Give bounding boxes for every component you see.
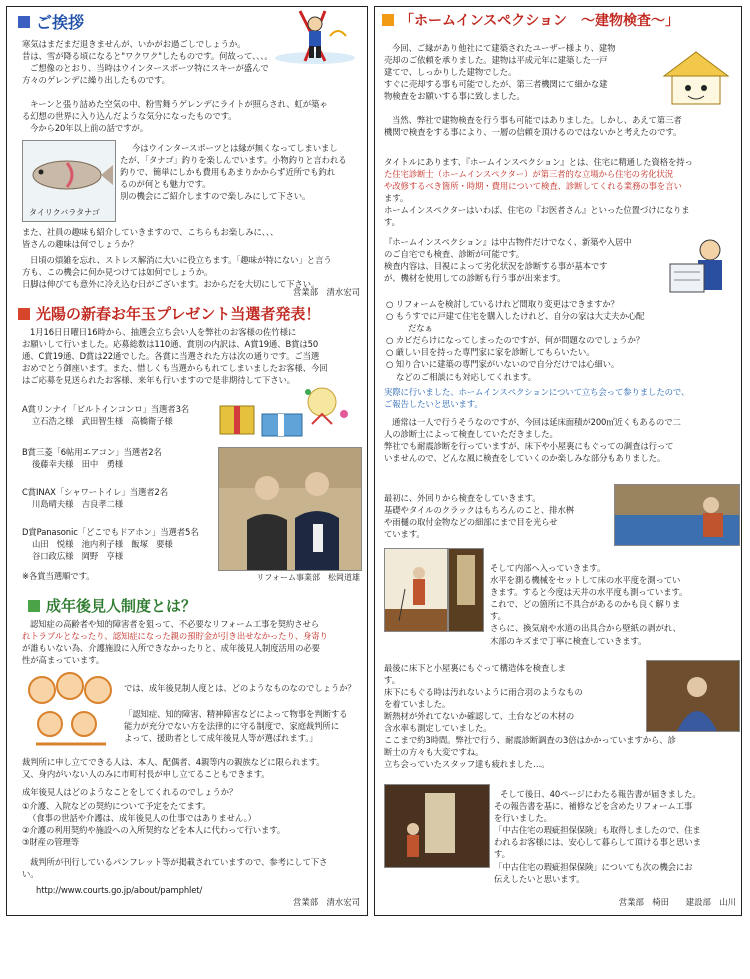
inspection-paragraph-7: 最初に、外回りから検査をしていきます。 基礎やタイルのクラックはもちろんのこと、排水桝 や雨樋の取付金物などの細部にまで目を光らせ ています。 — [384, 493, 574, 540]
greeting-heading — [18, 10, 84, 33]
lottery-heading — [18, 303, 320, 324]
inspection-checklist: ○ リフォームを検討しているけれど間取り変更はできますか？ ○ もうすでに戸建て住宅を購入したけれど、自分の家は大丈夫か心配 だなぁ ○ カビだらけになってしまったのですが、何が問題なのでしょうか？ ○ 厳しい目を持った専門家に家を診断してもらいたい。 ○ 知り合いに建築の専門家がいないので自分だけでは心細い。 などのご相談にも対応してくれます。 — [386, 299, 645, 382]
fish-photo — [22, 140, 116, 222]
inspection-paragraph-9b: ここまで約3時間。弊社で行う、耐震診断調査の3倍はかかっていますから、診 断士の方々も大変ですね。 立ち会っていたスタッフ達も疲れました…。 — [384, 735, 676, 770]
guardian-heading — [28, 595, 196, 616]
guardian-url-link[interactable]: http://www.courts.go.jp/about/pamphlet/ — [36, 885, 203, 895]
greeting-signature: 営業部 清水宏司 — [293, 287, 360, 297]
guardian-quote: 「認知症、知的障害、精神障害などによって物事を判断する 能力が充分でない方を法律的に守る制度で、家庭裁判所に よって、援助者として成年後見人等が選ばれます。」 — [124, 709, 348, 744]
guardian-paragraph-2: 裁判所に申し立てできる人は、本人、配偶者、4親等内の親族などに限られます。 又、身内がいない人のみに市町村長が申し立てることもできます。 — [22, 757, 325, 780]
prize-b: B賞三菱「6帖用エアコン」当選者2名 後藤幸夫様 田中 勇様 — [22, 447, 162, 470]
inspection-paragraph-6: 通常は一人で行うそうなのですが、今回は延床面積が200㎡近くもあるので二 人の診断士によって検査していただきました。 弊社でも耐震診断を行っていますが、床下や小屋裏にもぐっての調査は行って いませんので、どんな風に検査をしていくのか楽しみな部分もありました。 — [384, 417, 681, 464]
inspection-paragraph-2: 当然、弊社で建物検査を行う事も可能ではありました。しかし、あえて第三者 機関で検査をする事により、一層の信頼を頂けるのではないかと考えたのです。 — [384, 115, 682, 138]
greeting-paragraph-2: キーンと張り詰めた空気の中、粉雪舞うゲレンデにライトが照らされ、虹が築ゃ る幻想の世界に入り込んだような気分になったものです。 今から20年以上前の話ですが。 — [22, 99, 328, 134]
guardian-paragraph-3: 成年後見人はどのようなことをしてくれるのでしょうか？ — [22, 787, 238, 797]
underfloor-photo — [646, 660, 740, 732]
inspection-paragraph-9: 最後に床下と小屋裏にもぐって構造体を検査しま す。 床下にもぐる時は汚れないように雨合羽のようなもの を着ていました。 断熱材が外れてないか確認して、土台などの木材の 含水率も測定していました。 — [384, 663, 583, 734]
inspection-paragraph-8: そして内部へ入っていきます。 水平を測る機械をセットして床の水平度を測ってい きます。すると今度は天井の水平度も測っています。 これで、どの箇所に不具合があるのかも良く解りま す。 さらに、換気扇や水道の出具合から壁紙の剥がれ、 木部のキズまで丁寧に検査していきます。 — [490, 563, 688, 646]
house-mascot-illustration — [658, 48, 734, 108]
greeting-paragraph-5: 日頃の煩雑を忘れ、ストレス解消に大いに役立ちます。「趣味が特にない」と言う 方も、この機会に何か見つけては如何でしょうか。 日脚は伸びても意外に冷え込む日がございます。おからだを大切にして下さい。 — [22, 255, 332, 290]
greeting-paragraph-4: また、社員の趣味も紹介していきますので、こちらもお楽しみに、、、 皆さんの趣味は何でしょうか？ — [22, 227, 279, 250]
exterior-inspection-photo — [614, 484, 740, 546]
heading-square-icon — [28, 600, 40, 612]
inspection-paragraph-5: 実際に行いました、ホームインスペクションについて立ち会って参りましたので、 ご報告したいと思います。 — [384, 387, 690, 410]
gift-illustration — [212, 384, 362, 446]
inspection-signature: 営業部 椅田 建設部 山川 — [618, 897, 736, 907]
guardian-paragraph-4: 裁判所が刊行しているパンフレット等が掲載されていますので、参考にして下さ い。 — [22, 857, 328, 880]
inspection-paragraph-10: そして後日、40ページにわたる報告書が届きました。 その報告書を基に、補修などを含めたリフォーム工事 を行いました。 「中古住宅の瑕疵担保保険」も取得しましたので、住ま われるお客様には、安心して暮らして頂ける事と思いま す。 「中古住宅の瑕疵担保保険」についても次の機会にお 伝えしたいと思います。 — [494, 789, 701, 884]
inspection-paragraph-1: 今回、ご縁があり他社にて建築されたユーザー様より、建物 売却のご依頼を承りました。建物は平成元年に建築した一戸 建てで、しっかりした建物でした。 すぐに売却する事も可能でしたが、第三者機関にて細かな建 物検査をお願いする事に致しました。 — [384, 43, 616, 102]
fish-photo-caption: タイリクバラタナゴ — [29, 208, 100, 217]
heading-square-icon — [18, 16, 30, 28]
greeting-title: ご挨拶 — [36, 13, 85, 32]
lottery-intro: 1月16日日曜日16時から、抽選会立ち会い人を弊社のお客様の佐竹様に お願いして行いました。応募総数は110通、賞別の内訳は、A賞19通、B賞は50 通、C賞19通、D賞は22通でした。各賞に当選された方は次の通りです。ご当選 おめでとう御座います。また、惜しくも当選からもれてしまいましたお客様、今回 はご応募を見送られたお客様、来年も行いますので是非期待して下さい。 — [22, 327, 328, 386]
floor-level-photo — [384, 548, 448, 632]
guardian-title: 成年後見人制度とは？ — [46, 597, 197, 615]
prize-a: A賞リンナイ「ビルトインコンロ」当選者3名 立石浩之様 武田智生様 高橋衛子様 — [22, 404, 190, 427]
heading-square-icon — [382, 14, 394, 26]
greeting-paragraph-3: 今はウインタースポーツとは縁が無くなってしまいまし たが、「タナゴ」釣りを楽しんでいます。小物釣りと言われる 釣りで、簡単にしかも費用もあまりかからず近所でも釣れ るのが何とも魅力です。 別の機会にご紹介しますので楽しみにして下さい。 — [120, 143, 347, 202]
lottery-photo-caption: リフォーム事業部 松岡道雄 — [256, 573, 360, 582]
family-illustration — [20, 670, 116, 750]
inspection-heading — [382, 10, 679, 30]
inspection-paragraph-3: タイトルにあります、『ホームインスペクション』とは、住宅に精通した資格を持っ た住宅診断士（ホームインスペクター）が第三者的な立場から住宅の劣化状況 や改修するべき箇所・時期・費用について検査、診断してくれる業務の事を言い ます。 ホームインスペクターはいわば、住宅の『お医者さん』といった位置づけになりま す。 — [384, 157, 693, 228]
lottery-note: ※各賞当選順です。 — [22, 571, 95, 581]
lottery-title: 光陽の新春お年玉プレゼント当選者発表！ — [36, 305, 321, 323]
inspection-title: 「ホームインスペクション ～建物検査～」 — [400, 13, 680, 29]
corridor-photo — [448, 548, 484, 632]
guardian-question: では、成年後見制人度とは、どのようなものなのでしょうか？ — [124, 683, 356, 693]
guardian-signature: 営業部 清水宏司 — [293, 897, 360, 907]
interior-inspection-photo — [384, 784, 490, 868]
prize-d: D賞Panasonic「どこでもドアホン」当選者5名 山田 悦様 池内利子様 飯塚 要様 谷口政広様 岡野 亨様 — [22, 527, 199, 562]
lottery-photo — [218, 447, 362, 571]
guardian-list: ①介護、入院などの契約について予定をたてます。 （食事の世話や介護は、成年後見人の仕事ではありません。） ②介護の利用契約や施設への入所契約などを本人に代わって行います。 ③財産の管理等 — [22, 801, 286, 848]
inspection-paragraph-4: 『ホームインスペクション』は中古物件だけでなく、新築や入居中 のご自宅でも検査、診断が可能です。 検査内容は、目視によって劣化状況を診断する事が基本です が、機材を使用しての診断も行う事が出来ます。 — [384, 237, 632, 284]
heading-square-icon — [18, 308, 30, 320]
prize-c: C賞INAX「シャワートイレ」当選者2名 川島晴夫様 吉良孝二様 — [22, 487, 169, 510]
greeting-paragraph-1: 寒気はまだまだ退きませんが、いかがお過ごしでしょうか。 昔は、雪が降る頃になると"ワクワク"したものです。何故って、、、。 ご想像のとおり、当時はウインタースポーツ特にスキーが盛んで 方々のゲレンデに繰り出したものです。 — [22, 39, 273, 86]
guardian-paragraph-1: 認知症の高齢者や知的障害者を狙って、不必要なリフォーム工事を契約させら れトラブルとなったり、認知症になった親の預貯金が引き出せなかったり、身寄り が誰もいない為、介護施設に入所できなかったりと、成年後見人制度活用の必要 性が高まっています。 — [22, 619, 328, 666]
